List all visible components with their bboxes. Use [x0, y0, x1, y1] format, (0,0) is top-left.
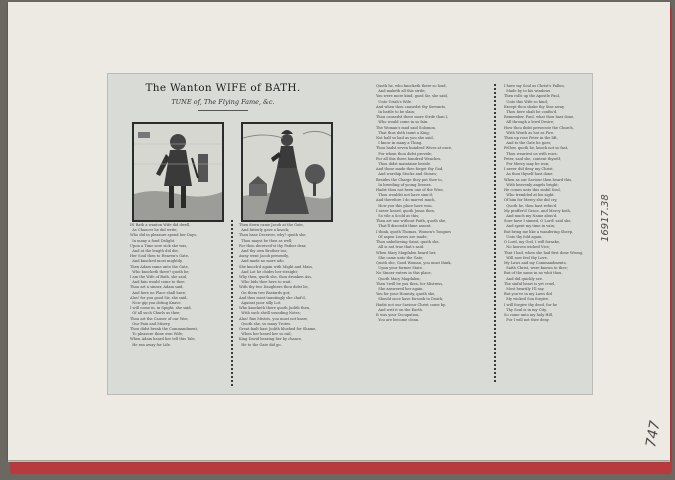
- tune-line: TUNE of, The Flying Fame, &c.: [171, 98, 275, 106]
- ballad-column-3: Quoth he, who knocketh there so loud, And maketh all this strife; You were more kind, good Sir, she said, Unto Uriah's Wife. And when thou causedst thy Servants, In battle to be slain; Thou causedst there more Strife than I, Who would come in so fain. The Woman's mad said Solomon, That thus doth taunt a King; Not half so bad as you she said, I know in many a Thing. Thou hadst seven hundred Wives at once, For whom thou didst provide; For all this three hundred Wenches, Thou didst maintaine beside. And those made thee forget thy God, And worship Stocks and Stones; Besides the Charge they put thee to, In breeding of young Drones. Hadst thou not been one of the Wise, Thou wouldst not have sinn'd; And therefore I do marvel much, How you this place have won. I never heard, quoth Jonas then, So vile a Scold as this; Thou art one without Faith, quoth she, That'll discredit thine assent. I think, quoth Thomas, Women's Tongues Of aspen Leaves are made; Thou unbelieving Saint, quoth she, All is not true that's said. When Mary Magdalen heard her, She came unto the Gate; Quoth she, Good Woman, you must think, Upon your former State. No Sinner enters in this place, Quoth Mary Magdalen; Then 'twill be you then, for Mistress, She answered her again. You for your Honesty, quoth she, Should once have forsook to Death; Hadst not our Saviour Christ come by, And writ it on the Earth. It was your Occupation, You are become clean.: [376, 84, 453, 323]
- column-divider-1: [231, 220, 233, 386]
- woodcut-woman-illustration: [243, 124, 331, 220]
- broadside-sheet: [107, 73, 593, 395]
- side-pencil-number: 16917.38: [600, 194, 611, 242]
- woodcut-man-illustration: [134, 124, 222, 220]
- ballad-column-1: IN Bath a wanton Wife did dwell, As Chaucer he did write; Who did in pleasure spend her Days, In many a fond Delight. Upon a Time sore sick she was, And at the length did die; Her Soul then to Heaven's Gate, And knocked most mightily. Then Adam came unto the Gate, Who knocketh there? quoth he; I am the Wife of Bath, she said, And fain would come to thee. Thou art a sinner, Adam said, And here no Place shall have; Alas! for you good Sir, she said, Now gip you doting Knave. I will come in, in Spight, she said, Of all such Churls as thee; Thou art the Causer of our Woe, Our Pain and Misery. Thou didst break the Commandment, To pleasure thine own Wife; When Adam heard her tell this Tale, He ran away for Life.: [130, 223, 199, 347]
- ballad-column-2: Then down came Jacob at the Gate, And bitterly gave a knock; Thou base Deceiver, why? quoth she, Thou mayst be then as well; For thou deceived'st thy Father dear, And thy own Brother too; Away went Jacob presently, And made no more ado. She knock'd again with Might and Main, And Lot he chides her straight; Why then, quoth she, thou drunken Ass, Who bids thee here to wait. With thy two Daughters thou didst lie, On them two Bastards got; And thus most tauntingly she chaf'd, Against poor silly Lot. Who knocketh there quoth Judith then, With such shrill sounding Notes; Alas! fine Mistris, you must not know, Quoth she, so many Trotes. Great fault hast Judith blushed for Shame, When her heard her so rail; King David hearing her by chance, He to the Gate did go.: [239, 223, 317, 347]
- ballad-column-4: I have my Soul as Christ's Pallon, Made by to his windows. Then rolls up the Apostle Paul, Unto this Wife so kind; Except thou shake thy Sins away, Thou here shalt be confin'd. Remember, Paul, what thou hast done, All through a lewd Desire; How thou didst persecute the Church, With Wrath as hot as Fire. Then up rose Peter in the lift, And to the Gate he goes; Fellow, quoth he, knock not so fast, Thou weariest us with rows. Peter, said she, content thyself, For Mercy may be won; I never did deny my Christ, As thou thyself hast done. When as our Saviour then heard this, With heavenly angels bright; He comes unto this sinful Soul, Who trembled at his sight. Of him for Mercy she did cry, Quoth he, thou hast refus'd My proffer'd Grace, and Mercy both, And much my Name abus'd. Sore have I sinned, O Lord! said she, And spent my time in vain; But bring me like a wandering Sheep, Unto thy fold again. O Lord, my God, I will forsake, No heaven wicked Vice; That I had, when she had first done Wrong, Will now feel thy Love. My Laws and my Commandments, Saith Christ, were known to thee; But of the same in no whit thou, And did quickly see. The sinful heart is yet cruel, Most heartily I'll say. But you've in my Laws did My wicked Son forgive. I will forgive thy deed, for he Thy Soul is in my City. So come unto my holy Hill, For I will not thee deny.: [504, 84, 584, 323]
- woodcut-woman: [241, 122, 333, 222]
- album-page: [8, 2, 670, 460]
- woodcut-man: [132, 122, 224, 222]
- corner-pencil-number: 747: [643, 419, 664, 449]
- column-divider-2: [494, 84, 496, 384]
- title-rule: [198, 110, 248, 111]
- ballad-title: The Wanton WIFE of BATH.: [145, 82, 301, 94]
